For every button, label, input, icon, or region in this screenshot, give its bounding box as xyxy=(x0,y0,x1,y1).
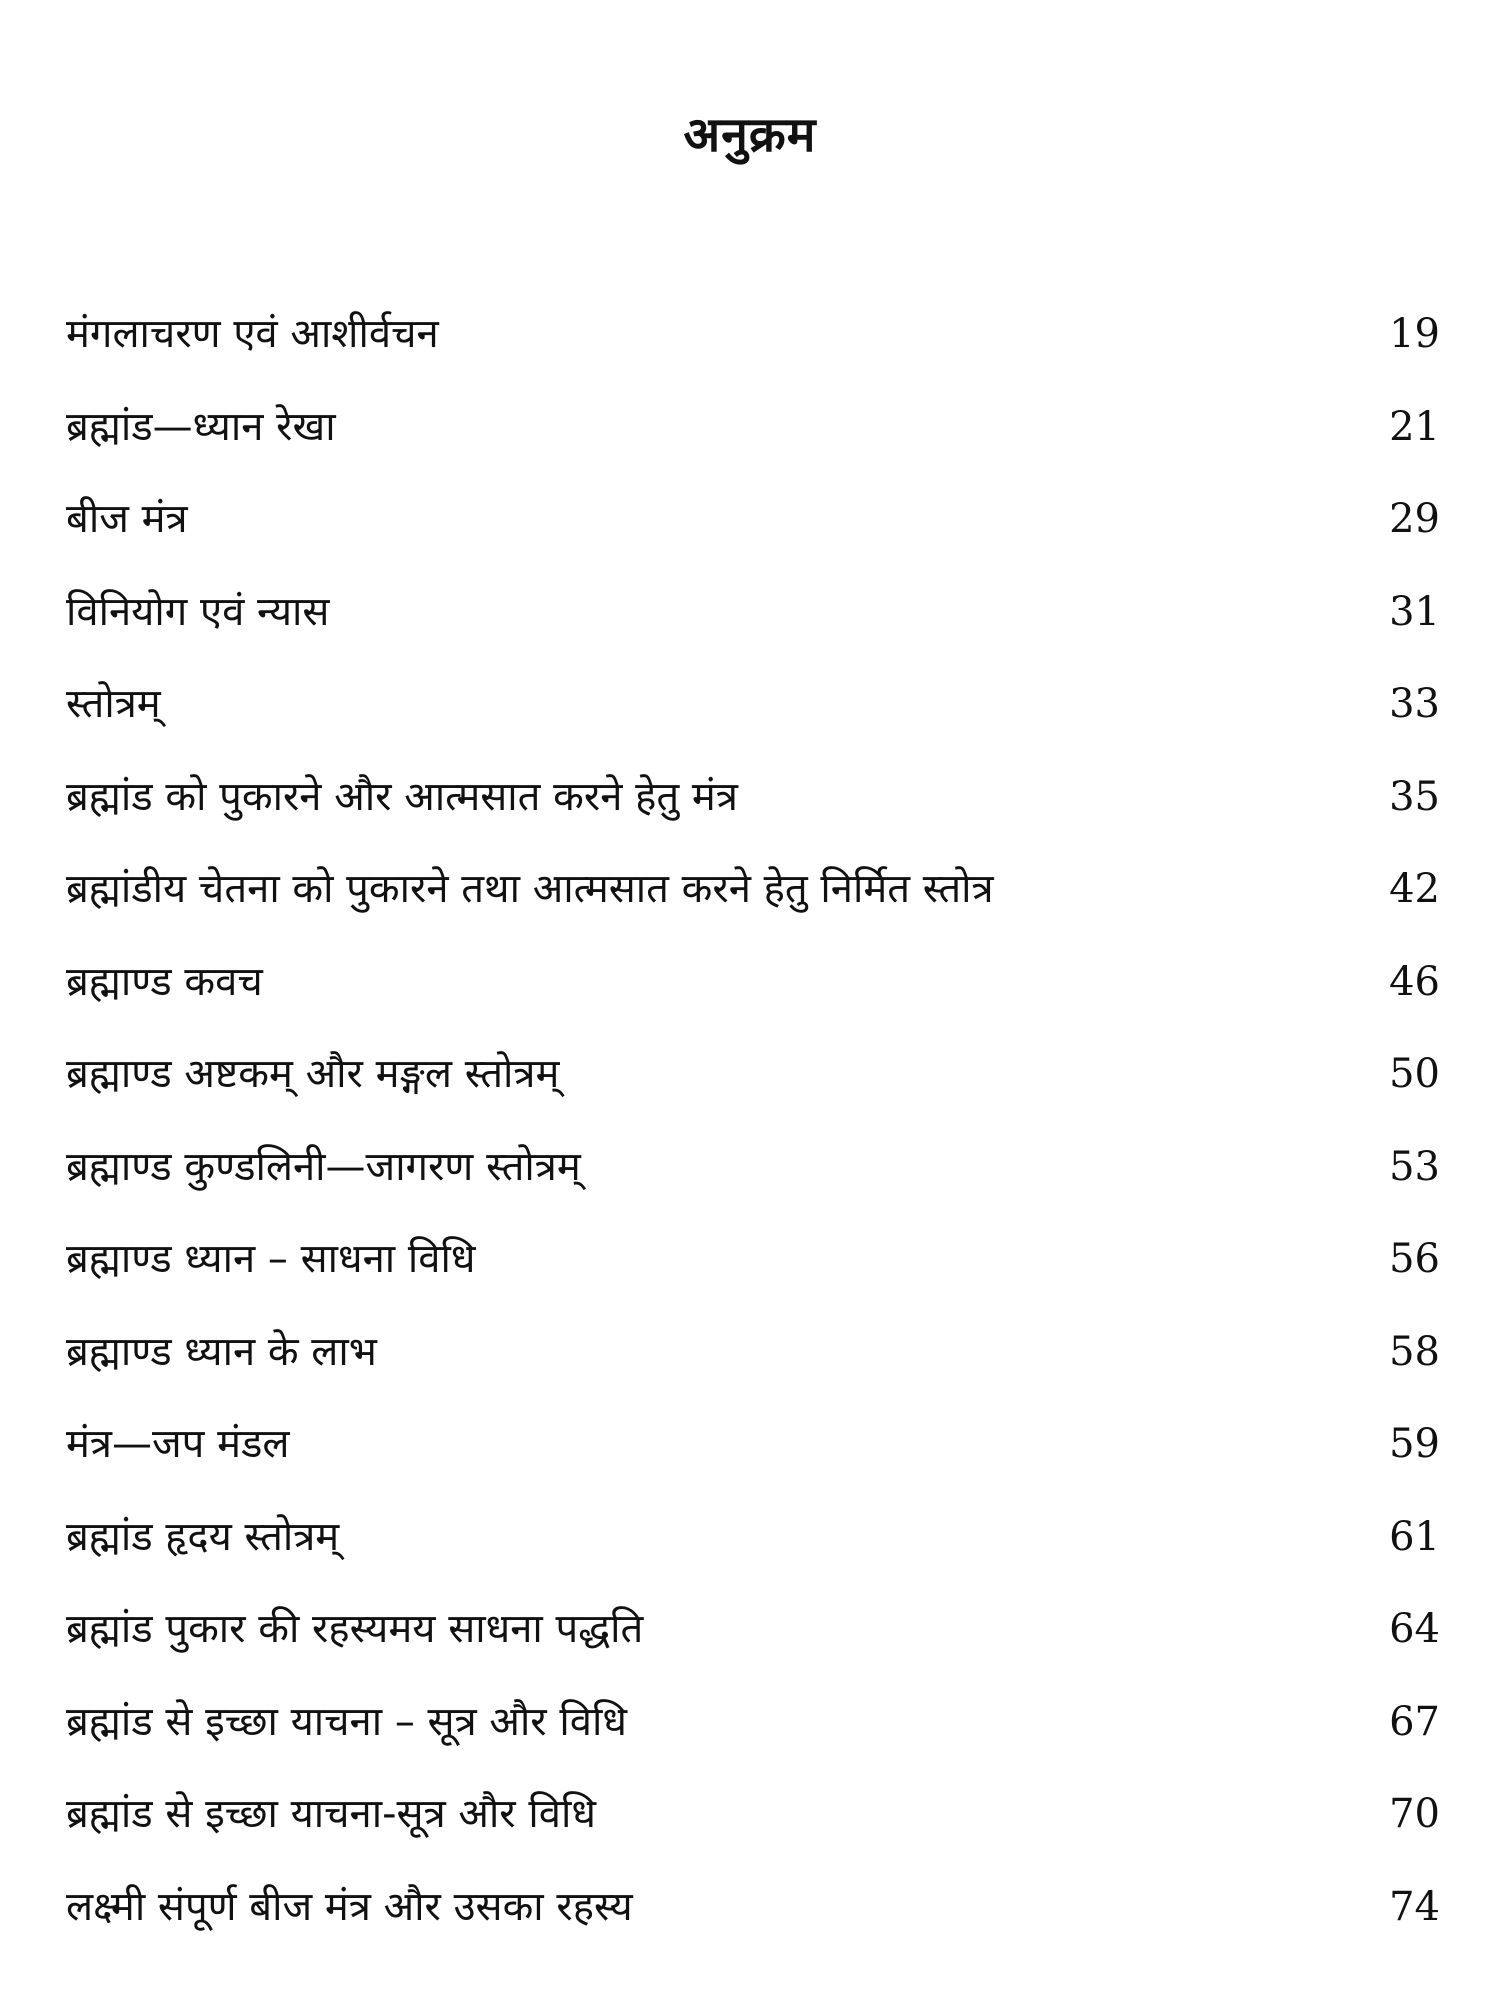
toc-entry-page: 21 xyxy=(1389,403,1440,450)
toc-entry xyxy=(66,1768,1446,1861)
toc-entry-title: मंगलाचरण एवं आशीर्वचन xyxy=(66,311,439,358)
toc-entry xyxy=(66,1583,1446,1676)
toc-entry-page: 29 xyxy=(1389,496,1440,543)
toc-entry xyxy=(66,288,1446,381)
toc-entry xyxy=(66,843,1446,936)
toc-entry xyxy=(66,1028,1446,1121)
toc-entry-page: 33 xyxy=(1389,681,1440,728)
toc-entry-title: ब्रह्माण्ड ध्यान – साधना विधि xyxy=(66,1236,476,1283)
toc-entry-page: 42 xyxy=(1389,866,1440,913)
toc-entry xyxy=(66,1121,1446,1214)
toc-entry-page: 50 xyxy=(1389,1051,1440,1098)
toc-entry xyxy=(66,566,1446,659)
toc-entry xyxy=(66,658,1446,751)
toc-entry xyxy=(66,936,1446,1029)
table-of-contents xyxy=(66,288,1446,1953)
toc-entry xyxy=(66,473,1446,566)
toc-entry-page: 64 xyxy=(1389,1606,1440,1653)
toc-entry-title: ब्रह्मांडीय चेतना को पुकारने तथा आत्मसात करने हेतु निर्मित स्तोत्र xyxy=(66,866,994,913)
page-title: अनुक्रम xyxy=(683,107,817,163)
toc-entry-page: 67 xyxy=(1389,1698,1440,1745)
toc-entry-page: 19 xyxy=(1389,311,1440,358)
toc-entry-title: लक्ष्मी संपूर्ण बीज मंत्र और उसका रहस्य xyxy=(66,1883,633,1930)
toc-entry xyxy=(66,1398,1446,1491)
toc-entry-title: विनियोग एवं न्यास xyxy=(66,588,330,635)
toc-entry-title: मंत्र—जप मंडल xyxy=(66,1421,290,1468)
toc-entry-title: ब्रह्मांड हृदय स्तोत्रम् xyxy=(66,1513,340,1560)
toc-entry xyxy=(66,1676,1446,1769)
toc-entry-page: 61 xyxy=(1389,1513,1440,1560)
toc-entry-title: ब्रह्माण्ड कवच xyxy=(66,958,263,1005)
toc-entry-page: 46 xyxy=(1389,958,1440,1005)
toc-entry-page: 70 xyxy=(1389,1791,1440,1838)
toc-entry-title: ब्रह्माण्ड कुण्डलिनी—जागरण स्तोत्रम् xyxy=(66,1143,581,1190)
toc-entry xyxy=(66,1213,1446,1306)
toc-entry-title: ब्रह्मांड पुकार की रहस्यमय साधना पद्धति xyxy=(66,1606,644,1653)
toc-entry-page: 74 xyxy=(1389,1883,1440,1930)
toc-entry-title: ब्रह्मांड से इच्छा याचना-सूत्र और विधि xyxy=(66,1791,596,1838)
toc-entry-title: ब्रह्मांड से इच्छा याचना – सूत्र और विधि xyxy=(66,1698,627,1745)
toc-entry-page: 53 xyxy=(1389,1143,1440,1190)
toc-entry-page: 35 xyxy=(1389,773,1440,820)
toc-entry-title: बीज मंत्र xyxy=(66,496,188,543)
toc-entry-title: ब्रह्माण्ड ध्यान के लाभ xyxy=(66,1328,377,1375)
toc-entry-title: ब्रह्मांड—ध्यान रेखा xyxy=(66,403,336,450)
toc-entry-title: ब्रह्माण्ड अष्टकम् और मङ्गल स्तोत्रम् xyxy=(66,1051,560,1098)
toc-entry-page: 31 xyxy=(1389,588,1440,635)
toc-entry-page: 58 xyxy=(1389,1328,1440,1375)
toc-entry xyxy=(66,1861,1446,1954)
toc-entry xyxy=(66,751,1446,844)
toc-entry-page: 59 xyxy=(1389,1421,1440,1468)
toc-entry xyxy=(66,1306,1446,1399)
toc-entry-title: स्तोत्रम् xyxy=(66,681,161,728)
toc-entry-page: 56 xyxy=(1389,1236,1440,1283)
toc-entry xyxy=(66,1491,1446,1584)
toc-entry xyxy=(66,381,1446,474)
toc-entry-title: ब्रह्मांड को पुकारने और आत्मसात करने हेतु मंत्र xyxy=(66,773,738,820)
